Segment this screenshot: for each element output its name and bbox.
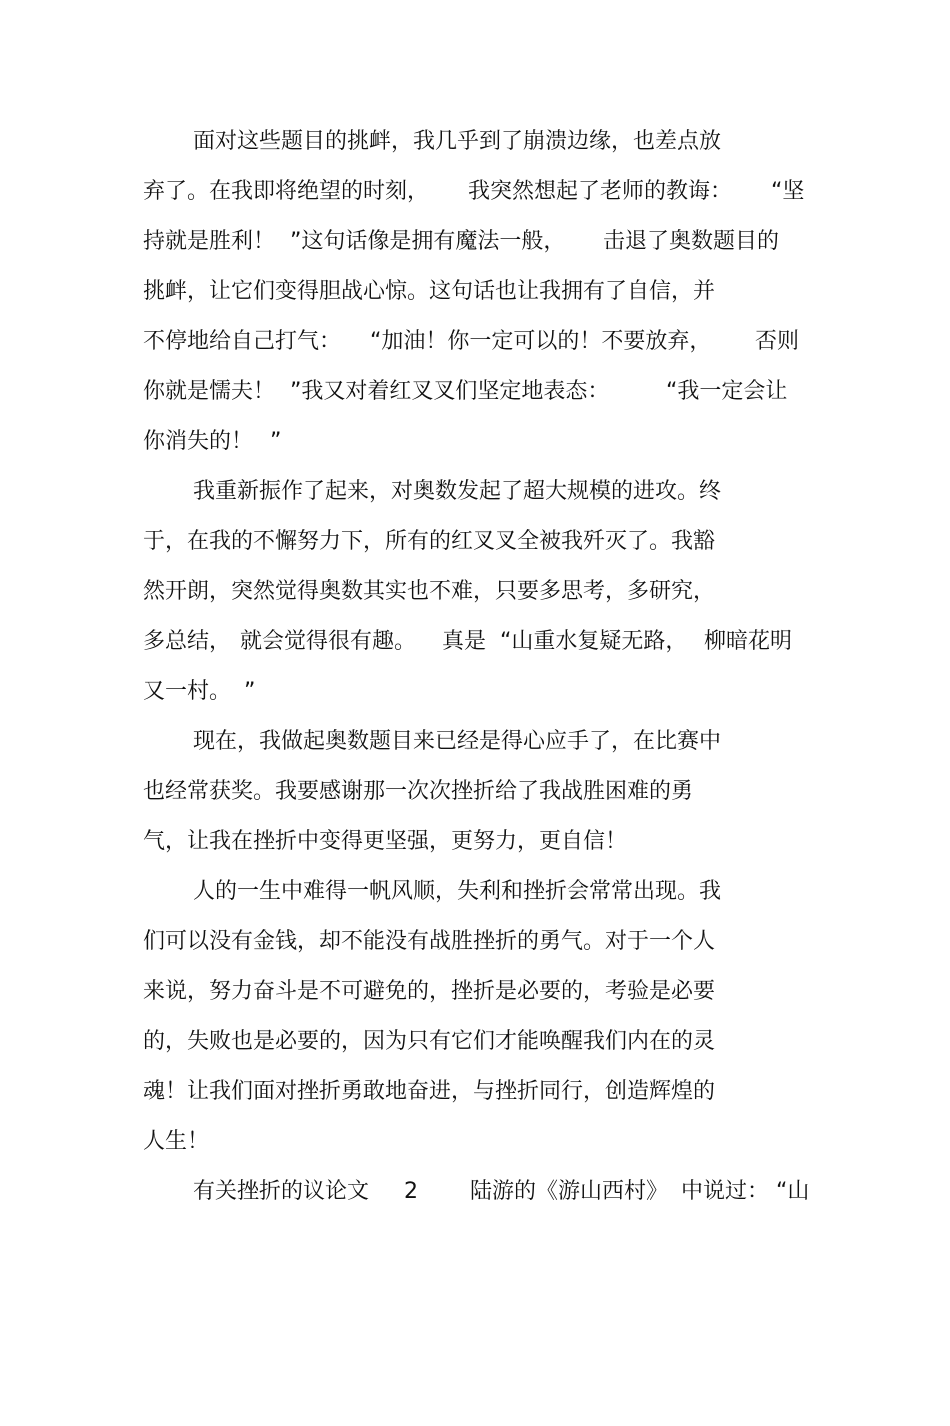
text-line — [0, 374, 950, 410]
text-segment: 也经常获奖。我要感谢那一次次挫折给了我战胜困难的勇 — [143, 779, 694, 804]
text-line — [0, 724, 950, 760]
text-line — [0, 674, 950, 710]
text-line — [0, 974, 950, 1010]
text-segment: ” — [244, 679, 256, 704]
text-segment: 真是 — [442, 629, 487, 654]
text-line — [0, 624, 950, 660]
text-segment: “我一定会让 — [666, 379, 788, 404]
text-line — [0, 1074, 950, 1110]
text-line — [0, 824, 950, 860]
text-segment: 人的一生中难得一帆风顺，失利和挫折会常常出现。我 — [193, 879, 722, 904]
text-segment: “坚 — [771, 179, 805, 204]
text-segment: 多总结， — [143, 629, 232, 654]
text-segment: 气，让我在挫折中变得更坚强，更努力，更自信！ — [143, 829, 628, 854]
text-segment: 我突然想起了老师的教诲： — [468, 179, 733, 204]
text-segment: 挑衅，让它们变得胆战心惊。这句话也让我拥有了自信，并 — [143, 279, 716, 304]
text-segment: 陆游的《游山西村》 — [470, 1179, 669, 1204]
text-segment: 魂！让我们面对挫折勇敢地奋进，与挫折同行，创造辉煌的 — [143, 1079, 716, 1104]
text-segment: 柳暗花明 — [704, 629, 793, 654]
text-segment: 弃了。在我即将绝望的时刻， — [143, 179, 430, 204]
text-segment: 又一村。 — [143, 679, 232, 704]
text-line — [0, 224, 950, 260]
text-segment: 于，在我的不懈努力下，所有的红叉叉全被我歼灭了。我豁 — [143, 529, 716, 554]
text-line — [0, 1024, 950, 1060]
text-segment: 中说过： — [681, 1179, 770, 1204]
text-line — [0, 424, 950, 460]
text-line — [0, 574, 950, 610]
text-segment: 不停地给自己打气： — [143, 329, 342, 354]
text-segment: 然开朗，突然觉得奥数其实也不难，只要多思考，多研究， — [143, 579, 716, 604]
text-segment: 现在，我做起奥数题目来已经是得心应手了，在比赛中 — [193, 729, 722, 754]
text-segment: 们可以没有金钱，却不能没有战胜挫折的勇气。对于一个人 — [143, 929, 716, 954]
text-segment: 就会觉得很有趣。 — [240, 629, 417, 654]
text-line — [0, 1174, 950, 1210]
text-segment: 击退了奥数题目的 — [603, 229, 780, 254]
text-line — [0, 474, 950, 510]
text-segment: 人生！ — [143, 1129, 210, 1154]
text-line — [0, 874, 950, 910]
text-segment: 来说，努力奋斗是不可避免的，挫折是必要的，考验是必要 — [143, 979, 716, 1004]
text-segment: 否则 — [755, 329, 800, 354]
text-segment: 我重新振作了起来，对奥数发起了超大规模的进攻。终 — [193, 479, 722, 504]
text-segment: ”这句话像是拥有魔法一般， — [290, 229, 566, 254]
text-segment: 你就是懦夫！ — [143, 379, 276, 404]
text-segment: 面对这些题目的挑衅，我几乎到了崩溃边缘，也差点放 — [193, 129, 722, 154]
text-segment: “山重水复疑无路， — [500, 629, 688, 654]
text-line — [0, 324, 950, 360]
text-segment: 2 — [404, 1179, 418, 1204]
text-segment: 的，失败也是必要的，因为只有它们才能唤醒我们内在的灵 — [143, 1029, 716, 1054]
text-line — [0, 274, 950, 310]
text-line — [0, 124, 950, 160]
text-segment: 有关挫折的议论文 — [193, 1179, 370, 1204]
text-line — [0, 524, 950, 560]
text-segment: ”我又对着红叉叉们坚定地表态： — [290, 379, 610, 404]
text-line — [0, 774, 950, 810]
text-line — [0, 1124, 950, 1160]
text-line — [0, 924, 950, 960]
text-line — [0, 174, 950, 210]
text-segment: 你消失的！ — [143, 429, 254, 454]
text-segment: ” — [270, 429, 282, 454]
text-segment: 持就是胜利！ — [143, 229, 276, 254]
text-segment: “山 — [776, 1179, 810, 1204]
text-segment: “加油！你一定可以的！不要放弃， — [370, 329, 712, 354]
